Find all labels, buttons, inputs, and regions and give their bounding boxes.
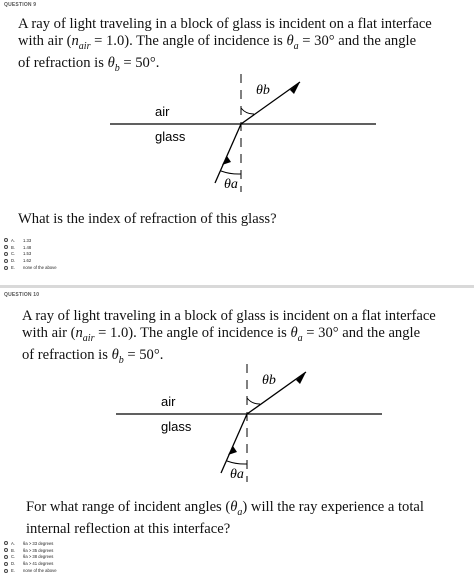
question-10-header: QUESTION 10: [4, 292, 40, 298]
question-divider: [0, 285, 474, 288]
stem-line-1: A ray of light traveling in a block of glass is incident on a flat interface: [22, 308, 436, 324]
refraction-diagram-10: [106, 358, 396, 488]
radio-button[interactable]: [4, 266, 8, 270]
air-label: air: [155, 104, 170, 119]
radio-button[interactable]: [4, 245, 8, 249]
option-b[interactable]: B. θa > 35 degrees: [4, 547, 57, 554]
radio-button[interactable]: [4, 555, 8, 559]
angle-b-arc: [247, 398, 260, 404]
radio-button[interactable]: [4, 259, 8, 263]
refraction-diagram-9: [100, 68, 390, 198]
option-e[interactable]: E. none of the above: [4, 264, 57, 271]
question-line-1: For what range of incident angles $(\theta_a)$ will the ray experience a total: [26, 499, 424, 518]
incident-arrowhead: [228, 446, 237, 455]
glass-label: glass: [155, 129, 186, 144]
stem-line-3: of refraction is $\theta_b = 50^\circ$.: [18, 54, 160, 74]
refracted-ray: [247, 372, 306, 414]
stem-line-3: of refraction is $\theta_b = 50^\circ$.: [22, 346, 164, 366]
radio-button[interactable]: [4, 252, 8, 256]
option-e[interactable]: E. none of the above: [4, 567, 57, 574]
radio-button[interactable]: [4, 238, 8, 242]
air-label: air: [161, 394, 176, 409]
option-d[interactable]: D. θa > 41 degrees: [4, 560, 57, 567]
radio-button[interactable]: [4, 569, 8, 573]
option-a[interactable]: A. 1.33: [4, 237, 57, 244]
radio-button[interactable]: [4, 541, 8, 545]
stem-line-2: with air $(n_{air} = 1.0)$. The angle of incidence is $\theta_a = 30^\circ$ and the angle: [18, 33, 417, 52]
question-9-header: QUESTION 9: [4, 2, 37, 8]
theta-b-label: θb: [256, 83, 270, 98]
theta-a-label: θa: [224, 177, 238, 192]
option-c[interactable]: C. 1.53: [4, 251, 57, 258]
option-b[interactable]: B. 1.48: [4, 244, 57, 251]
incident-arrowhead: [222, 156, 231, 165]
question-10-options: [4, 540, 57, 574]
radio-button[interactable]: [4, 562, 8, 566]
option-d[interactable]: D. 1.62: [4, 257, 57, 264]
angle-a-arc: [227, 461, 247, 464]
stem-line-2: with air $(n_{air} = 1.0)$. The angle of incidence is $\theta_a = 30^\circ$ and the angle: [22, 325, 421, 344]
theta-b-label: θb: [262, 373, 276, 388]
option-a[interactable]: A. θa > 33 degrees: [4, 540, 57, 547]
radio-button[interactable]: [4, 548, 8, 552]
question-line-2: internal reflection at this interface?: [26, 520, 231, 537]
question-10-question: [26, 499, 424, 538]
refracted-ray: [241, 82, 300, 124]
option-c[interactable]: C. θa > 38 degrees: [4, 554, 57, 561]
question-9-question: What is the index of refraction of this glass?: [18, 211, 277, 227]
glass-label: glass: [161, 419, 192, 434]
angle-b-arc: [241, 108, 254, 114]
question-9-options: [4, 237, 57, 271]
theta-a-label: θa: [230, 467, 244, 482]
angle-a-arc: [221, 171, 241, 174]
stem-line-1: A ray of light traveling in a block of glass is incident on a flat interface: [18, 16, 432, 32]
